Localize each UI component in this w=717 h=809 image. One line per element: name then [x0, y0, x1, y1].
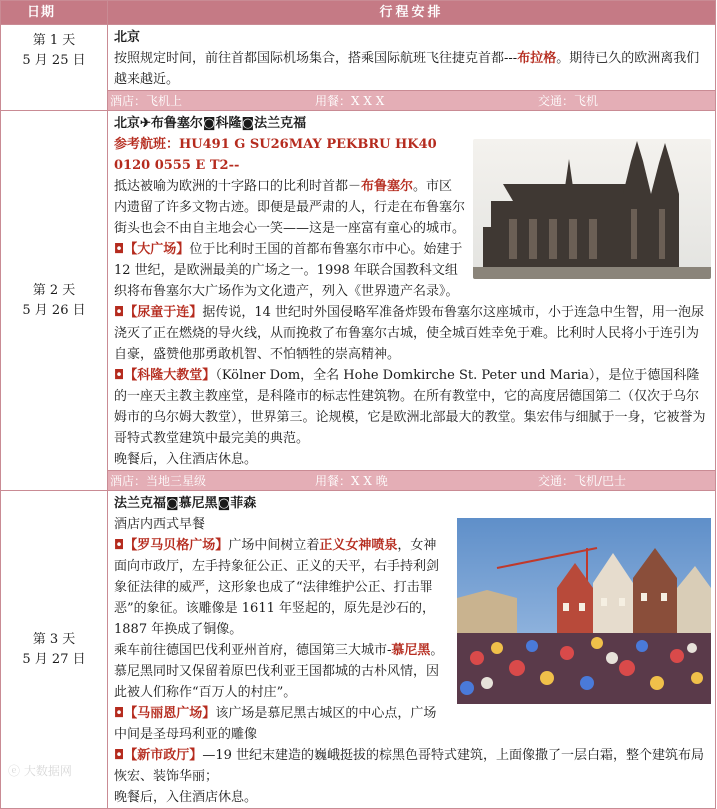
- table-header: [1, 1, 716, 25]
- day-1-label: 第 1 天 5 月 25 日: [1, 25, 108, 111]
- new-town-hall-item: ◘【新市政厅】—19 世纪末建造的巍峨挺拔的棕黑色哥特式建筑，上面像撒了一层白霜，整个建筑布局恢宏、装饰华丽；: [114, 748, 704, 784]
- flight-info: 参考航班：HU491 G SU26MAY PEKBRU HK40 0120 0555 E T2--: [114, 137, 437, 173]
- day-2-hotel: 酒店：当地三星级: [110, 474, 207, 488]
- day-2-transport: 交通：飞机/巴士: [538, 474, 627, 488]
- day-2-label: 第 2 天 5 月 26 日: [1, 111, 108, 491]
- day-1-summary: [1, 91, 716, 111]
- circle-marker-icon: ◘: [114, 305, 125, 320]
- day-3-evening: 晚餐后，入住酒店休息。: [114, 790, 258, 805]
- marienplatz-item: ◘【马丽恩广场】该广场是慕尼黑古城区的中心点，广场中间是圣母玛利亚的雕像: [114, 706, 437, 742]
- day-1-description: 按照规定时间，前往首都国际机场集合，搭乘国际航班飞往捷克首都---布拉格。期待已久的欧洲离我们越来越近。: [114, 51, 700, 87]
- munich-drive: 乘车前往德国巴伐利亚州首府，德国第三大城市-慕尼黑。慕尼黑同时又保留着原巴伐利亚王国都城的古朴风情，因此被人们称作“百万人的村庄”。: [114, 643, 444, 700]
- day-1-title: 北京: [114, 30, 141, 45]
- cologne-cathedral-photo: [473, 139, 711, 279]
- cologne-cathedral-item: ◘【科隆大教堂】（Kölner Dom，全名 Hohe Domkirche St. Peter und Maria），是位于德国科隆的一座天主教主教座堂，是科隆市的标志性建筑物。在所有教堂中，它的高度居德国第二（仅次于乌尔姆市的乌尔姆大教堂），世界第三。论规模，它是欧洲北部最大的教堂。集宏伟与细腻于一身，它被誉为哥特式教堂建筑中最完美的典范。: [114, 368, 706, 446]
- romerberg-item: ◘【罗马贝格广场】广场中间树立着正义女神喷泉，女神面向市政厅，左手持象征公正、正义的天平，右手持利剑象征法律的威严，这形象也成了“法律维护公正、打击罪恶”的象征。该雕像是 1611 年竖起的，原先是沙石的，1887 年换成了铜像。: [114, 538, 440, 637]
- manneken-pis-item: ◘【尿童于连】据传说，14 世纪时外国侵略军准备炸毁布鲁塞尔这座城市，小于连急中生智，用一泡尿浇灭了正在燃烧的导火线，从而挽救了布鲁塞尔古城，使全城百姓幸免于难。比利时人民将小于连引为自豪，盛赞他那勇敢机智、不怕牺牲的崇高精神。: [114, 305, 704, 362]
- circle-marker-icon: ◘: [114, 706, 125, 721]
- day-2-row: [1, 111, 716, 471]
- day-2-evening: 晚餐后，入住酒店休息。: [114, 452, 258, 467]
- watermark-logo-icon: ⓔ: [8, 764, 21, 778]
- circle-marker-icon: ◘: [114, 538, 125, 553]
- circle-marker-icon: ◘: [114, 748, 125, 763]
- day-1-transport: 交通：飞机: [538, 94, 599, 108]
- watermark: ⓔ 大数据网: [8, 764, 72, 778]
- day-3-breakfast: 酒店内西式早餐: [114, 517, 206, 532]
- header-date: 日期: [1, 1, 108, 25]
- day-3-label: 第 3 天 5 月 27 日: [1, 491, 108, 809]
- circle-marker-icon: ◘: [114, 368, 125, 383]
- grand-place-item: ◘【大广场】位于比利时王国的首都布鲁塞尔市中心。始建于 12 世纪，是欧洲最美的广场之一。1998 年联合国教科文组织将布鲁塞尔大广场作为文化遗产，列入《世界遗产名录》。: [114, 242, 463, 299]
- header-plan: 行程安排: [108, 1, 716, 25]
- day-2-title: 北京✈布鲁塞尔◙科隆◙法兰克福: [114, 116, 307, 131]
- day-2-meal: 用餐：X X 晚: [315, 474, 388, 488]
- day-3-content: [108, 491, 716, 809]
- brussels-intro: 抵达被喻为欧洲的十字路口的比利时首都－布鲁塞尔。市区内遗留了许多文物古迹。即便是最严肃的人，行走在布鲁塞尔街头也会不由自主地会心一笑——这是一座富有童心的城市。: [114, 179, 466, 236]
- day-3-title: 法兰克福◙慕尼黑◙菲森: [114, 496, 257, 511]
- day-2-content: [108, 111, 716, 471]
- day-2-summary: [1, 471, 716, 491]
- circle-marker-icon: ◘: [114, 242, 125, 257]
- frankfurt-romerberg-photo: [457, 518, 711, 704]
- day-1-meal: 用餐：X X X: [315, 94, 385, 108]
- day-3-row: [1, 491, 716, 809]
- day-1-hotel: 酒店：飞机上: [110, 94, 183, 108]
- day-1-row: [1, 25, 716, 91]
- day-1-content: [108, 25, 716, 91]
